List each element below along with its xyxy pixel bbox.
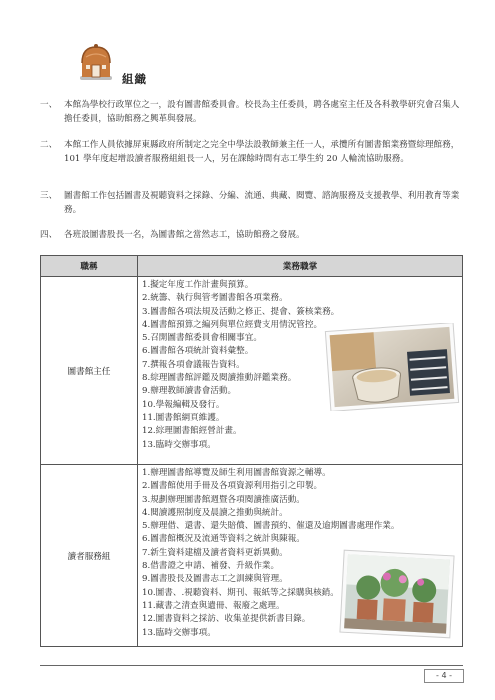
duty-list	[142, 467, 458, 640]
paragraph-number: 三、	[40, 191, 58, 201]
list-item: 7.撰報各項會議報告資料。	[142, 359, 245, 370]
table-row	[41, 277, 463, 465]
list-item: 9.圖書股長及圖書志工之訓練與管理。	[142, 574, 288, 585]
list-item: 13.臨時交辦事項。	[142, 627, 216, 638]
list-item: 5.召開圖書館委員會相關事宜。	[142, 333, 262, 344]
paragraph-2	[40, 139, 465, 166]
bell-house-icon	[74, 43, 118, 83]
list-item: 13.臨時交辦事項。	[142, 439, 216, 450]
paragraph-text: 圖書館工作包括圖書及視聽資料之採錄、分編、流通、典藏、閱覽、諮詢服務及支援教學、利用教育等業務。	[64, 191, 460, 215]
list-item: 6.圖書館各項統計資料彙整。	[142, 346, 254, 357]
role-title: 讀者服務組	[41, 465, 138, 647]
paragraph-number: 四、	[40, 230, 58, 240]
list-item: 3.圖書館各項法規及活動之修正、提會、簽核業務。	[142, 306, 340, 317]
list-item: 11.藏書之清查與遺冊、報廢之處理。	[142, 600, 285, 611]
list-item: 8.綜理圖書館評鑑及閱讀推動評鑑業務。	[142, 373, 297, 384]
list-item: 9.辦理教師讀書會活動。	[142, 386, 237, 397]
table-header-row	[41, 256, 463, 277]
page-number: - 4 -	[424, 669, 464, 683]
paragraph-4	[40, 229, 465, 243]
list-item: 10.圖書、.視聽資料、期刊、報紙等之採購與核銷。	[142, 587, 339, 598]
list-item: 12.圖書資料之採訪、收集並提供新書目錄。	[142, 614, 311, 625]
paragraph-1	[40, 99, 465, 126]
paragraph-number: 一、	[40, 100, 58, 110]
header-duties: 業務職掌	[138, 256, 463, 277]
paragraph-text: 各班設圖書股長一名，為圖書館之當然志工，協助館務之發展。	[64, 230, 305, 240]
duties-cell	[138, 277, 463, 465]
footer-divider	[40, 665, 463, 666]
list-item: 7.新生資料建檔及讀者資料更新異動。	[142, 547, 288, 558]
paragraph-3	[40, 190, 465, 217]
list-item: 6.圖書館概況及流通等資料之統計與陳報。	[142, 534, 305, 545]
header-title: 職稱	[41, 256, 138, 277]
list-item: 4.閱讀護照制度及晨讀之推動與統計。	[142, 507, 288, 518]
list-item: 12.綜理圖書館經營計畫。	[142, 426, 242, 437]
list-item: 4.圖書館預算之編列與單位經費支用情況管控。	[142, 319, 323, 330]
section-title: 組織	[122, 72, 147, 86]
role-title: 圖書館主任	[41, 277, 138, 465]
list-item: 10.學報編輯及發行。	[142, 399, 225, 410]
list-item: 8.借書證之申請、補發、升級作業。	[142, 561, 280, 572]
paragraph-number: 二、	[40, 140, 58, 150]
duties-table	[40, 255, 463, 647]
paragraph-text: 本館為學校行政單位之一，設有圖書館委員會。校長為主任委員，聘各處室主任及各科教學研究會召集人擔任委員，協助館務之興革與發展。	[64, 100, 460, 124]
list-item: 11.圖書館網頁維護。	[142, 412, 225, 423]
list-item: 5.辦理借、還書、還失賠償、圖書預約、催還及逾期圖書處理作業。	[142, 521, 400, 532]
list-item: 1.擬定年度工作計畫與預算。	[142, 280, 254, 290]
duties-cell	[138, 465, 463, 647]
list-item: 2.圖書館使用手冊及各項資源利用指引之印製。	[142, 481, 323, 492]
table-row	[41, 465, 463, 647]
list-item: 3.規劃辦理圖書館週暨各項閱讀推廣活動。	[142, 494, 305, 505]
paragraph-text: 本館工作人員依據屏東縣政府所制定之完全中學法設教師兼主任一人，承攬所有圖書館業務暨綜理館務，101 學年度起增設讀者服務組組長一人，另在課餘時間有志工學生約 20 人輪流協助服務。	[64, 140, 460, 164]
list-item: 2.統籌、執行與管考圖書館各項業務。	[142, 293, 288, 304]
list-item: 1.辦理圖書館導覽及師生利用圖書館資源之輔導。	[142, 468, 331, 478]
duty-list	[142, 279, 458, 452]
